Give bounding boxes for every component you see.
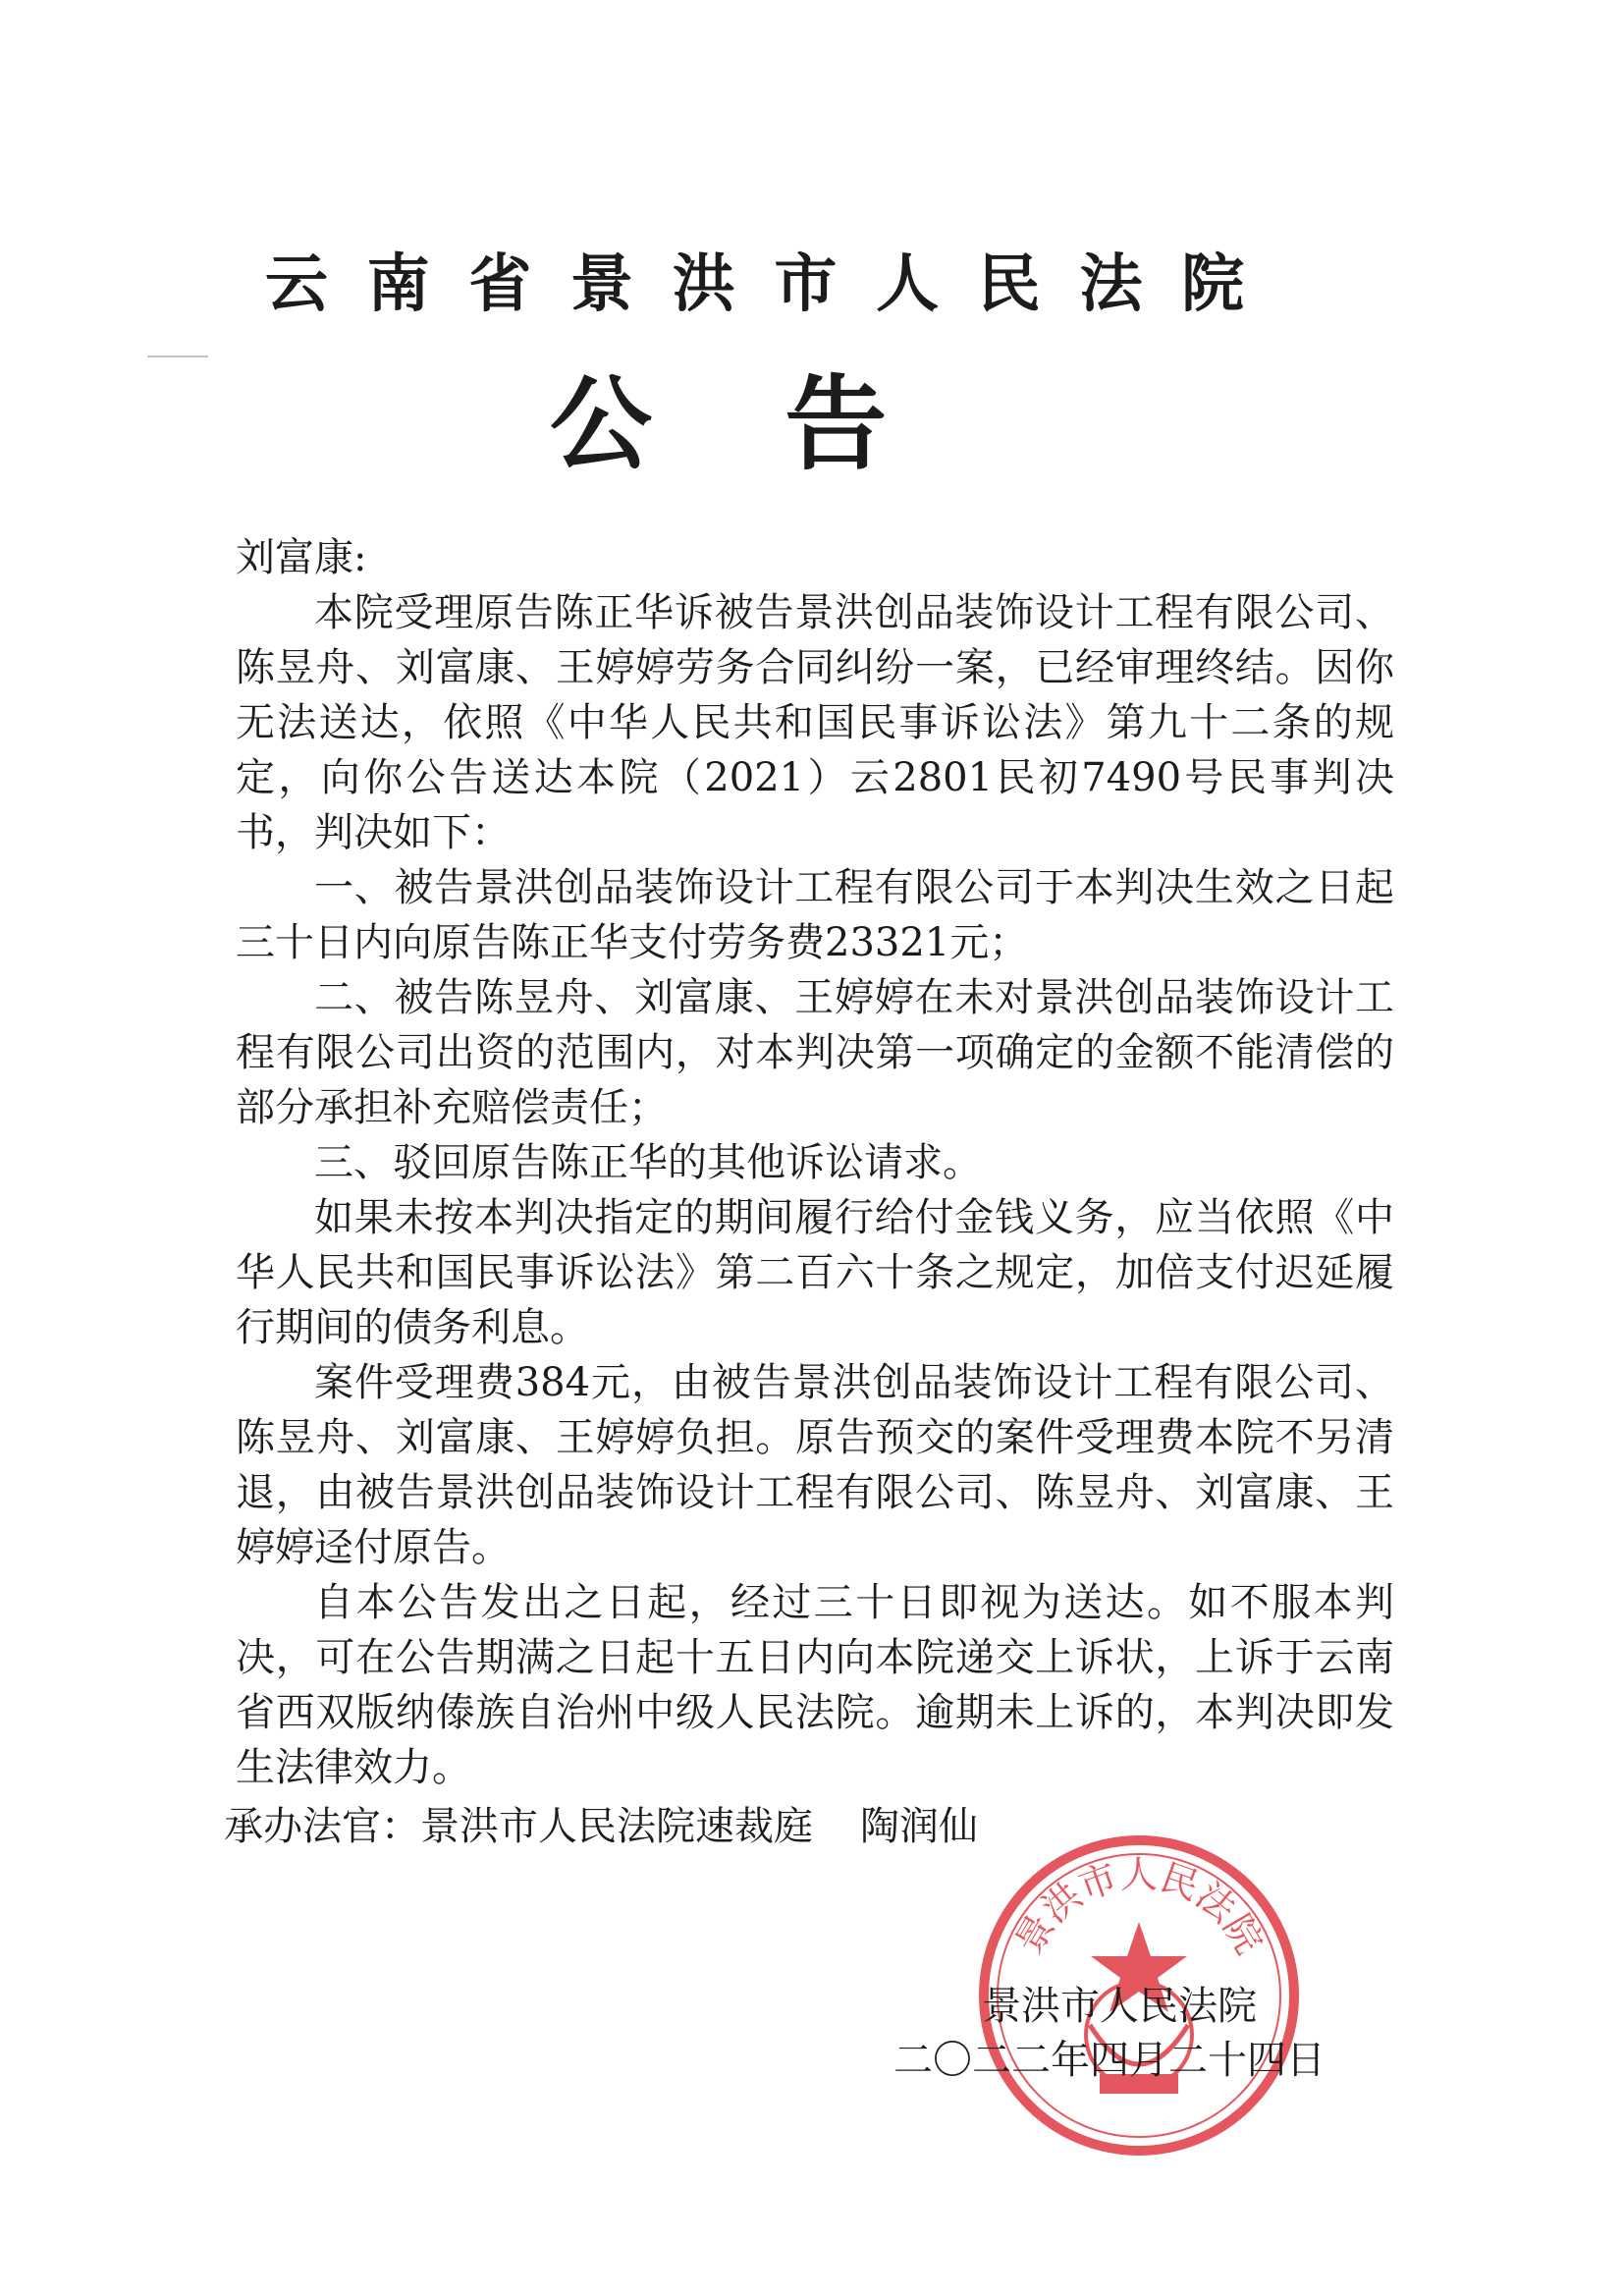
paragraph-intro: 本院受理原告陈正华诉被告景洪创品装饰设计工程有限公司、陈昱舟、刘富康、王婷婷劳务合同纠纷一案，已经审理终结。因你无法送达，依照《中华人民共和国民事诉讼法》第九十二条的规定，向你公告送达本院（2021）云2801民初7490号民事判决书，判决如下： [236, 590, 1394, 855]
scan-mark [147, 355, 208, 357]
judgment-item-2: 二、被告陈昱舟、刘富康、王婷婷在未对景洪创品装饰设计工程有限公司出资的范围内，对本判决第一项确定的金额不能清偿的部分承担补充赔偿责任； [236, 975, 1394, 1130]
judge-label: 承办法官： [224, 1804, 420, 1849]
judgment-item-3: 三、驳回原告陈正华的其他诉讼请求。 [314, 1140, 982, 1185]
presiding-judge-line [224, 1799, 978, 1854]
notice-body [236, 530, 1394, 1795]
judge-department: 景洪市人民法院速裁庭 [420, 1804, 813, 1849]
judge-name: 陶润仙 [860, 1804, 978, 1849]
court-name: 云南省景洪市人民法院 [265, 248, 1283, 321]
paragraph-appeal: 自本公告发出之日起，经过三十日即视为送达。如不服本判决，可在公告期满之日起十五日内向本院递交上诉状，上诉于云南省西双版纳傣族自治州中级人民法院。逾期未上诉的，本判决即发生法律效力。 [236, 1580, 1394, 1790]
paragraph-fees: 案件受理费384元，由被告景洪创品装饰设计工程有限公司、陈昱舟、刘富康、王婷婷负担。原告预交的案件受理费本院不另清退，由被告景洪创品装饰设计工程有限公司、陈昱舟、刘富康、王婷婷迳付原告。 [236, 1360, 1394, 1570]
issuing-court: 景洪市人民法院 [982, 1984, 1257, 2029]
addressee: 刘富康: [236, 535, 367, 580]
paragraph-interest: 如果未按本判决指定的期间履行给付金钱义务，应当依照《中华人民共和国民事诉讼法》第二百六十条之规定，加倍支付迟延履行期间的债务利息。 [236, 1195, 1394, 1350]
document-title: 公告 [550, 364, 1020, 484]
issue-date: 二〇二二年四月二十四日 [893, 2038, 1325, 2083]
judgment-item-1: 一、被告景洪创品装饰设计工程有限公司于本判决生效之日起三十日内向原告陈正华支付劳务费23321元； [236, 865, 1394, 965]
seal-text: 景洪市人民法院 [1006, 1853, 1271, 1962]
